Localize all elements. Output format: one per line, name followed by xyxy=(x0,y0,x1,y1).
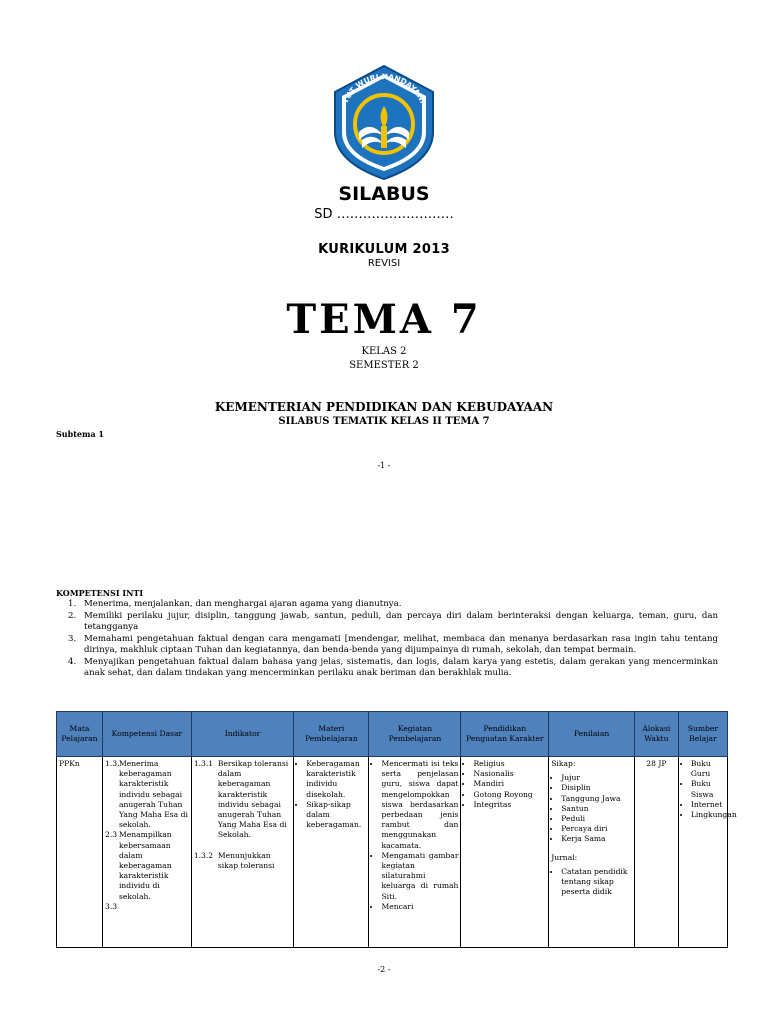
list-item: • Mencari xyxy=(381,902,458,912)
cell-sources xyxy=(678,757,737,948)
column-header-indicator: Indikator xyxy=(191,712,293,757)
column-header-assessment: Penilaian xyxy=(549,712,635,757)
cell-assessment xyxy=(549,757,635,948)
list-item: • Kerja Sama xyxy=(561,834,632,844)
list-item: • Lingkungan xyxy=(691,810,725,820)
indicator-item xyxy=(194,759,291,841)
list-item: • Catatan pendidik tentang sikap peserta didik xyxy=(561,867,632,898)
list-text: Menerima, menjalankan, dan menghargai ajaran agama yang dianutnya. xyxy=(84,599,402,609)
document-title: SILABUS xyxy=(338,183,430,205)
column-header-time: Alokasi Waktu xyxy=(634,712,678,757)
list-item: • Keberagaman karakteristik individu disekolah. xyxy=(306,759,366,800)
list-item xyxy=(68,599,718,611)
kd-number: 1.3. xyxy=(104,759,120,768)
cell-basic-competency xyxy=(102,757,191,948)
list-number: 4. xyxy=(68,656,77,667)
ministry-heading: KEMENTERIAN PENDIDIKAN DAN KEBUDAYAAN xyxy=(214,400,554,414)
cell-activities xyxy=(369,757,461,948)
indicator-number: 1.3.2 xyxy=(193,850,214,860)
list-item: • Buku Siswa xyxy=(691,779,725,799)
tut-wuri-handayani-logo xyxy=(329,62,439,182)
cell-subject: PPKn xyxy=(57,757,103,948)
list-item: • Disiplin xyxy=(561,783,632,793)
column-header-material: Materi Pembelajaran xyxy=(294,712,369,757)
kd-number: 2.3 xyxy=(104,830,118,840)
list-text: Memiliki perilaku jujur, disiplin, tanggung jawab, santun, peduli, dan percaya diri dalam berinteraksi dengan keluarga, teman, guru, dan tetangganya xyxy=(84,610,718,632)
theme-title: TEMA 7 xyxy=(286,296,482,343)
list-number: 2. xyxy=(68,610,77,621)
subtheme-label: Subtema 1 xyxy=(56,429,104,439)
list-item: • Internet xyxy=(691,800,725,810)
list-item: • Gotong Royong xyxy=(473,790,546,800)
indicator-text: Bersikap toleransi dalam keberagaman karakteristik individu sebagai anugerah Tuhan Yang Maha Esa di Sekolah. xyxy=(217,759,289,840)
revision-label: REVISI xyxy=(367,258,401,269)
school-name-line: SD ……………………… xyxy=(314,207,454,222)
list-item: • Mandiri xyxy=(473,779,546,789)
kd-text: Menerima keberagaman karakteristik individu sebagai anugerah Tuhan Yang Maha Esa di sekolah. xyxy=(118,759,188,830)
curriculum-label: KURIKULUM 2013 xyxy=(318,242,450,257)
list-item: • Percaya diri xyxy=(561,824,632,834)
kd-text: Menampilkan kebersamaan dalam keberagaman karakteristik individu di sekolah. xyxy=(118,830,172,901)
list-item xyxy=(68,634,718,657)
table-row xyxy=(57,757,728,948)
syllabus-subtitle: SILABUS TEMATIK KELAS II TEMA 7 xyxy=(278,416,490,427)
table-header-row xyxy=(57,712,728,757)
column-header-activities: Kegiatan Pembelajaran xyxy=(369,712,461,757)
kd-item xyxy=(105,759,189,830)
list-text: Memahami pengetahuan faktual dengan cara mengamati [mendengar, melihat, membaca dan menanya berdasarkan rasa ingin tahu tentang dirinya, makhluk ciptaan Tuhan dan kegiatannya, dan benda-benda yang dijumpainya di rumah, sekolah, dan tempat bermain. xyxy=(84,633,718,655)
list-item: • Buku Guru xyxy=(691,759,725,779)
indicator-number: 1.3.1 xyxy=(193,759,214,768)
list-item xyxy=(68,611,718,634)
list-number: 3. xyxy=(68,633,77,644)
journal-label: Jurnal: xyxy=(551,852,578,862)
list-item: • Peduli xyxy=(561,814,632,824)
attitude-label: Sikap: xyxy=(551,759,576,768)
list-item: • Integritas xyxy=(473,800,546,810)
column-header-character: Pendidikan Penguatan Karakter xyxy=(461,712,549,757)
list-item: • Religius xyxy=(473,759,546,769)
list-item: • Mengamati gambar kegiatan silaturahmi keluarga di rumah Siti. xyxy=(381,851,458,902)
page-number: -2 - xyxy=(377,965,391,974)
indicator-text: Menunjukkan sikap toleransi xyxy=(217,850,275,870)
list-item: • Jujur xyxy=(561,773,632,783)
column-header-sources: Sumber Belajar xyxy=(678,712,727,757)
semester-label: SEMESTER 2 xyxy=(349,360,419,371)
kd-number: 3.3 xyxy=(104,901,118,911)
syllabus-table xyxy=(56,711,737,948)
column-header-basic-competency: Kompetensi Dasar xyxy=(102,712,191,757)
list-item: • Santun xyxy=(561,804,632,814)
column-header-subject: Mata Pelajaran xyxy=(57,712,103,757)
kd-item xyxy=(105,830,189,901)
list-item: • Nasionalis xyxy=(473,769,546,779)
list-item: • Tanggung Jawa xyxy=(561,794,632,804)
cell-character xyxy=(461,757,549,948)
page-number: -1 - xyxy=(377,461,391,470)
cell-time: 28 JP xyxy=(634,757,678,948)
list-item: • Mencermati isi teks serta penjelasan guru, siswa dapat mengelompokkan siswa berdasarkan perbedaan jenis rambut dan menggunakan kacamata. xyxy=(381,759,458,851)
grade-label: KELAS 2 xyxy=(361,346,407,357)
list-item: • Sikap-sikap dalam keberagaman. xyxy=(306,800,366,831)
cell-indicator xyxy=(191,757,293,948)
core-competencies-title: KOMPETENSI INTI xyxy=(56,588,144,598)
core-competencies-list xyxy=(68,599,718,680)
list-text: Menyajikan pengetahuan faktual dalam bahasa yang jelas, sistematis, dan logis, dalam karya yang estetis, dalam gerakan yang mencerminkan anak sehat, dan dalam tindakan yang mencerminkan perilaku anak beriman dan berakhlak mulia. xyxy=(84,656,718,678)
indicator-item xyxy=(194,851,291,871)
list-item xyxy=(68,657,718,680)
logo-motto: TUT WURI HANDAYANI xyxy=(340,72,428,105)
list-number: 1. xyxy=(68,599,77,609)
cell-material xyxy=(294,757,369,948)
